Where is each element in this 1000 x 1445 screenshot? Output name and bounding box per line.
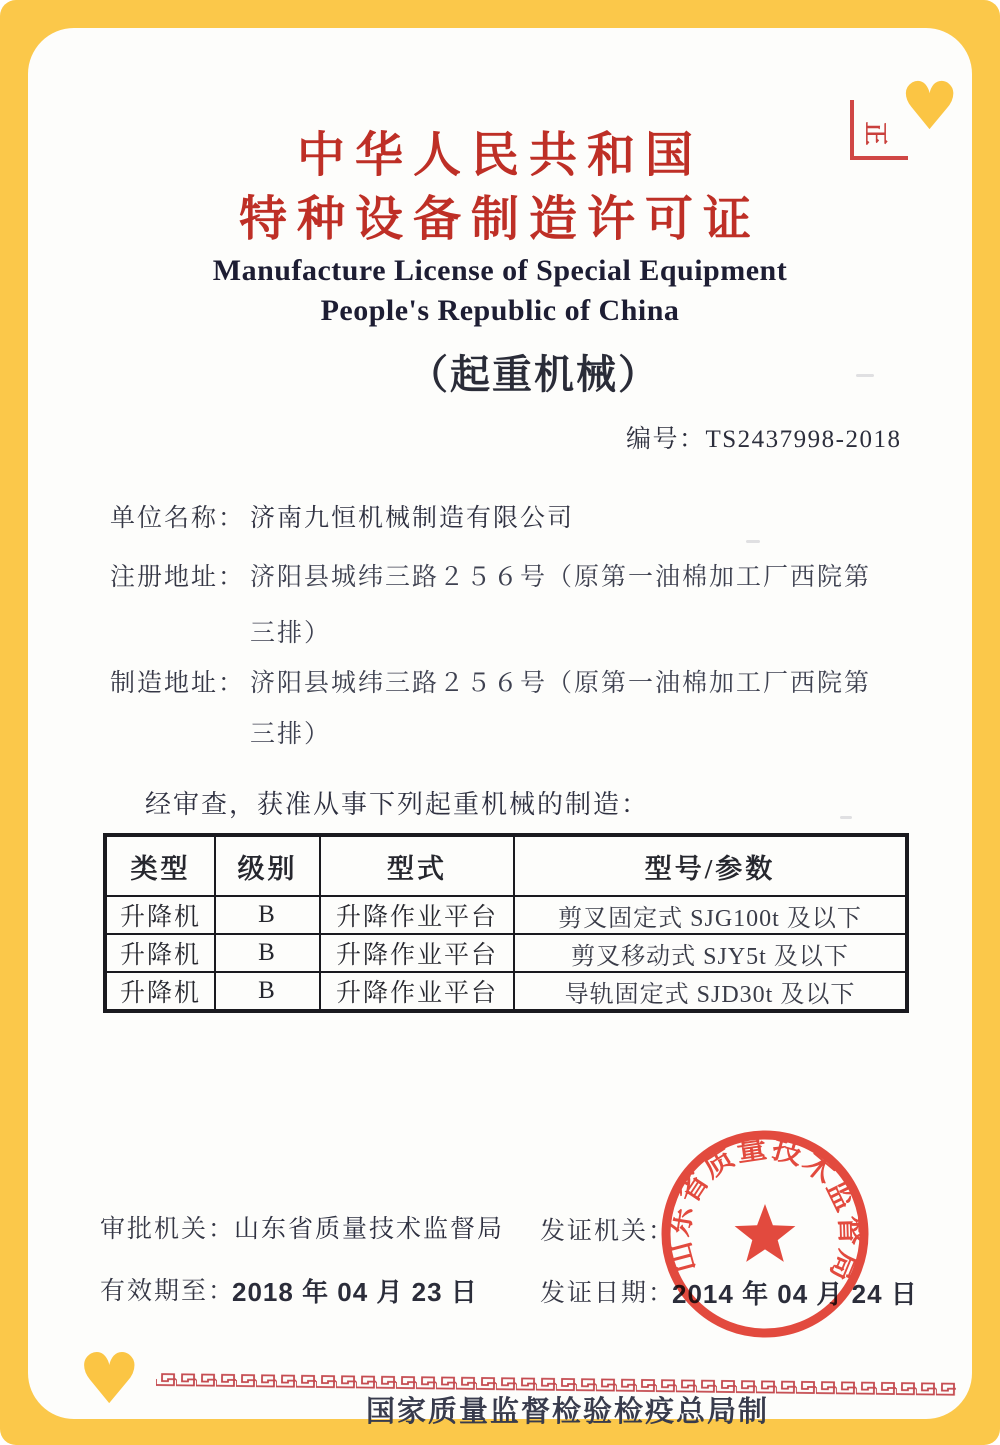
valid-until-label: 有效期至： xyxy=(100,1278,236,1305)
valid-until-value: 2018 年 04 月 23 日 xyxy=(232,1277,478,1307)
corner-mark-glyph: 正 xyxy=(861,121,888,146)
cell-grade: B xyxy=(215,934,320,972)
heart-icon: ♥ xyxy=(900,68,960,145)
cell-model: 剪叉移动式 SJY5t 及以下 xyxy=(514,934,907,972)
scan-smudge xyxy=(746,540,760,543)
cell-form: 升降作业平台 xyxy=(320,896,514,934)
cell-grade: B xyxy=(215,972,320,1011)
col-header-model: 型号/参数 xyxy=(514,835,907,896)
title-en-line1: Manufacture License of Special Equipment xyxy=(212,254,788,287)
col-header-form: 型式 xyxy=(320,835,514,896)
heart-icon: ♥ xyxy=(78,1338,141,1419)
cell-type: 升降机 xyxy=(105,896,215,934)
registered-address-line1: 济阳县城纬三路２５６号（原第一油棉加工厂西院第 xyxy=(250,564,872,591)
cell-model: 导轨固定式 SJD30t 及以下 xyxy=(514,972,907,1011)
company-name-value: 济南九恒机械制造有限公司 xyxy=(250,505,575,532)
license-scope-table xyxy=(103,833,909,1013)
cell-form: 升降作业平台 xyxy=(320,934,514,972)
approval-authority-label: 审批机关： xyxy=(100,1216,236,1243)
serial-number: 编号：TS2437998-2018 xyxy=(626,426,902,453)
cell-form: 升降作业平台 xyxy=(320,972,514,1011)
cell-model: 剪叉固定式 SJG100t 及以下 xyxy=(514,896,907,934)
approval-statement: 经审查，获准从事下列起重机械的制造： xyxy=(145,790,650,819)
approval-authority-value: 山东省质量技术监督局 xyxy=(234,1216,505,1243)
manufacture-address-label: 制造地址： xyxy=(110,670,246,697)
col-header-type: 类型 xyxy=(105,835,215,896)
issuing-authority-label: 发证机关： xyxy=(540,1218,676,1245)
scan-smudge xyxy=(840,816,852,819)
table-row xyxy=(105,972,907,1011)
table-header-row xyxy=(105,835,907,896)
seal-text: 山东省质量技术监督局 xyxy=(661,1130,868,1288)
table-row xyxy=(105,934,907,972)
manufacture-address-line2: 三排） xyxy=(250,721,332,748)
equipment-category: （起重机械） xyxy=(408,352,660,397)
table-row xyxy=(105,896,907,934)
official-seal xyxy=(655,1124,875,1344)
col-header-grade: 级别 xyxy=(215,835,320,896)
registered-address-line2: 三排） xyxy=(250,620,332,647)
manufacture-address-line1: 济阳县城纬三路２５６号（原第一油棉加工厂西院第 xyxy=(250,670,872,697)
printed-by-line: 国家质量监督检验检疫总局制 xyxy=(366,1396,770,1428)
registered-address-label: 注册地址： xyxy=(110,564,246,591)
title-en-line2: People's Republic of China xyxy=(320,294,680,327)
cell-grade: B xyxy=(215,896,320,934)
issue-date-value: 2014 年 04 月 24 日 xyxy=(672,1279,918,1309)
cell-type: 升降机 xyxy=(105,972,215,1011)
issue-date-label: 发证日期： xyxy=(540,1280,676,1307)
title-cn-line2: 特种设备制造许可证 xyxy=(238,193,761,246)
title-cn-line1: 中华人民共和国 xyxy=(296,129,703,182)
seal-star-icon xyxy=(735,1204,796,1262)
scan-smudge xyxy=(856,374,874,377)
cell-type: 升降机 xyxy=(105,934,215,972)
company-name-label: 单位名称： xyxy=(110,505,246,532)
